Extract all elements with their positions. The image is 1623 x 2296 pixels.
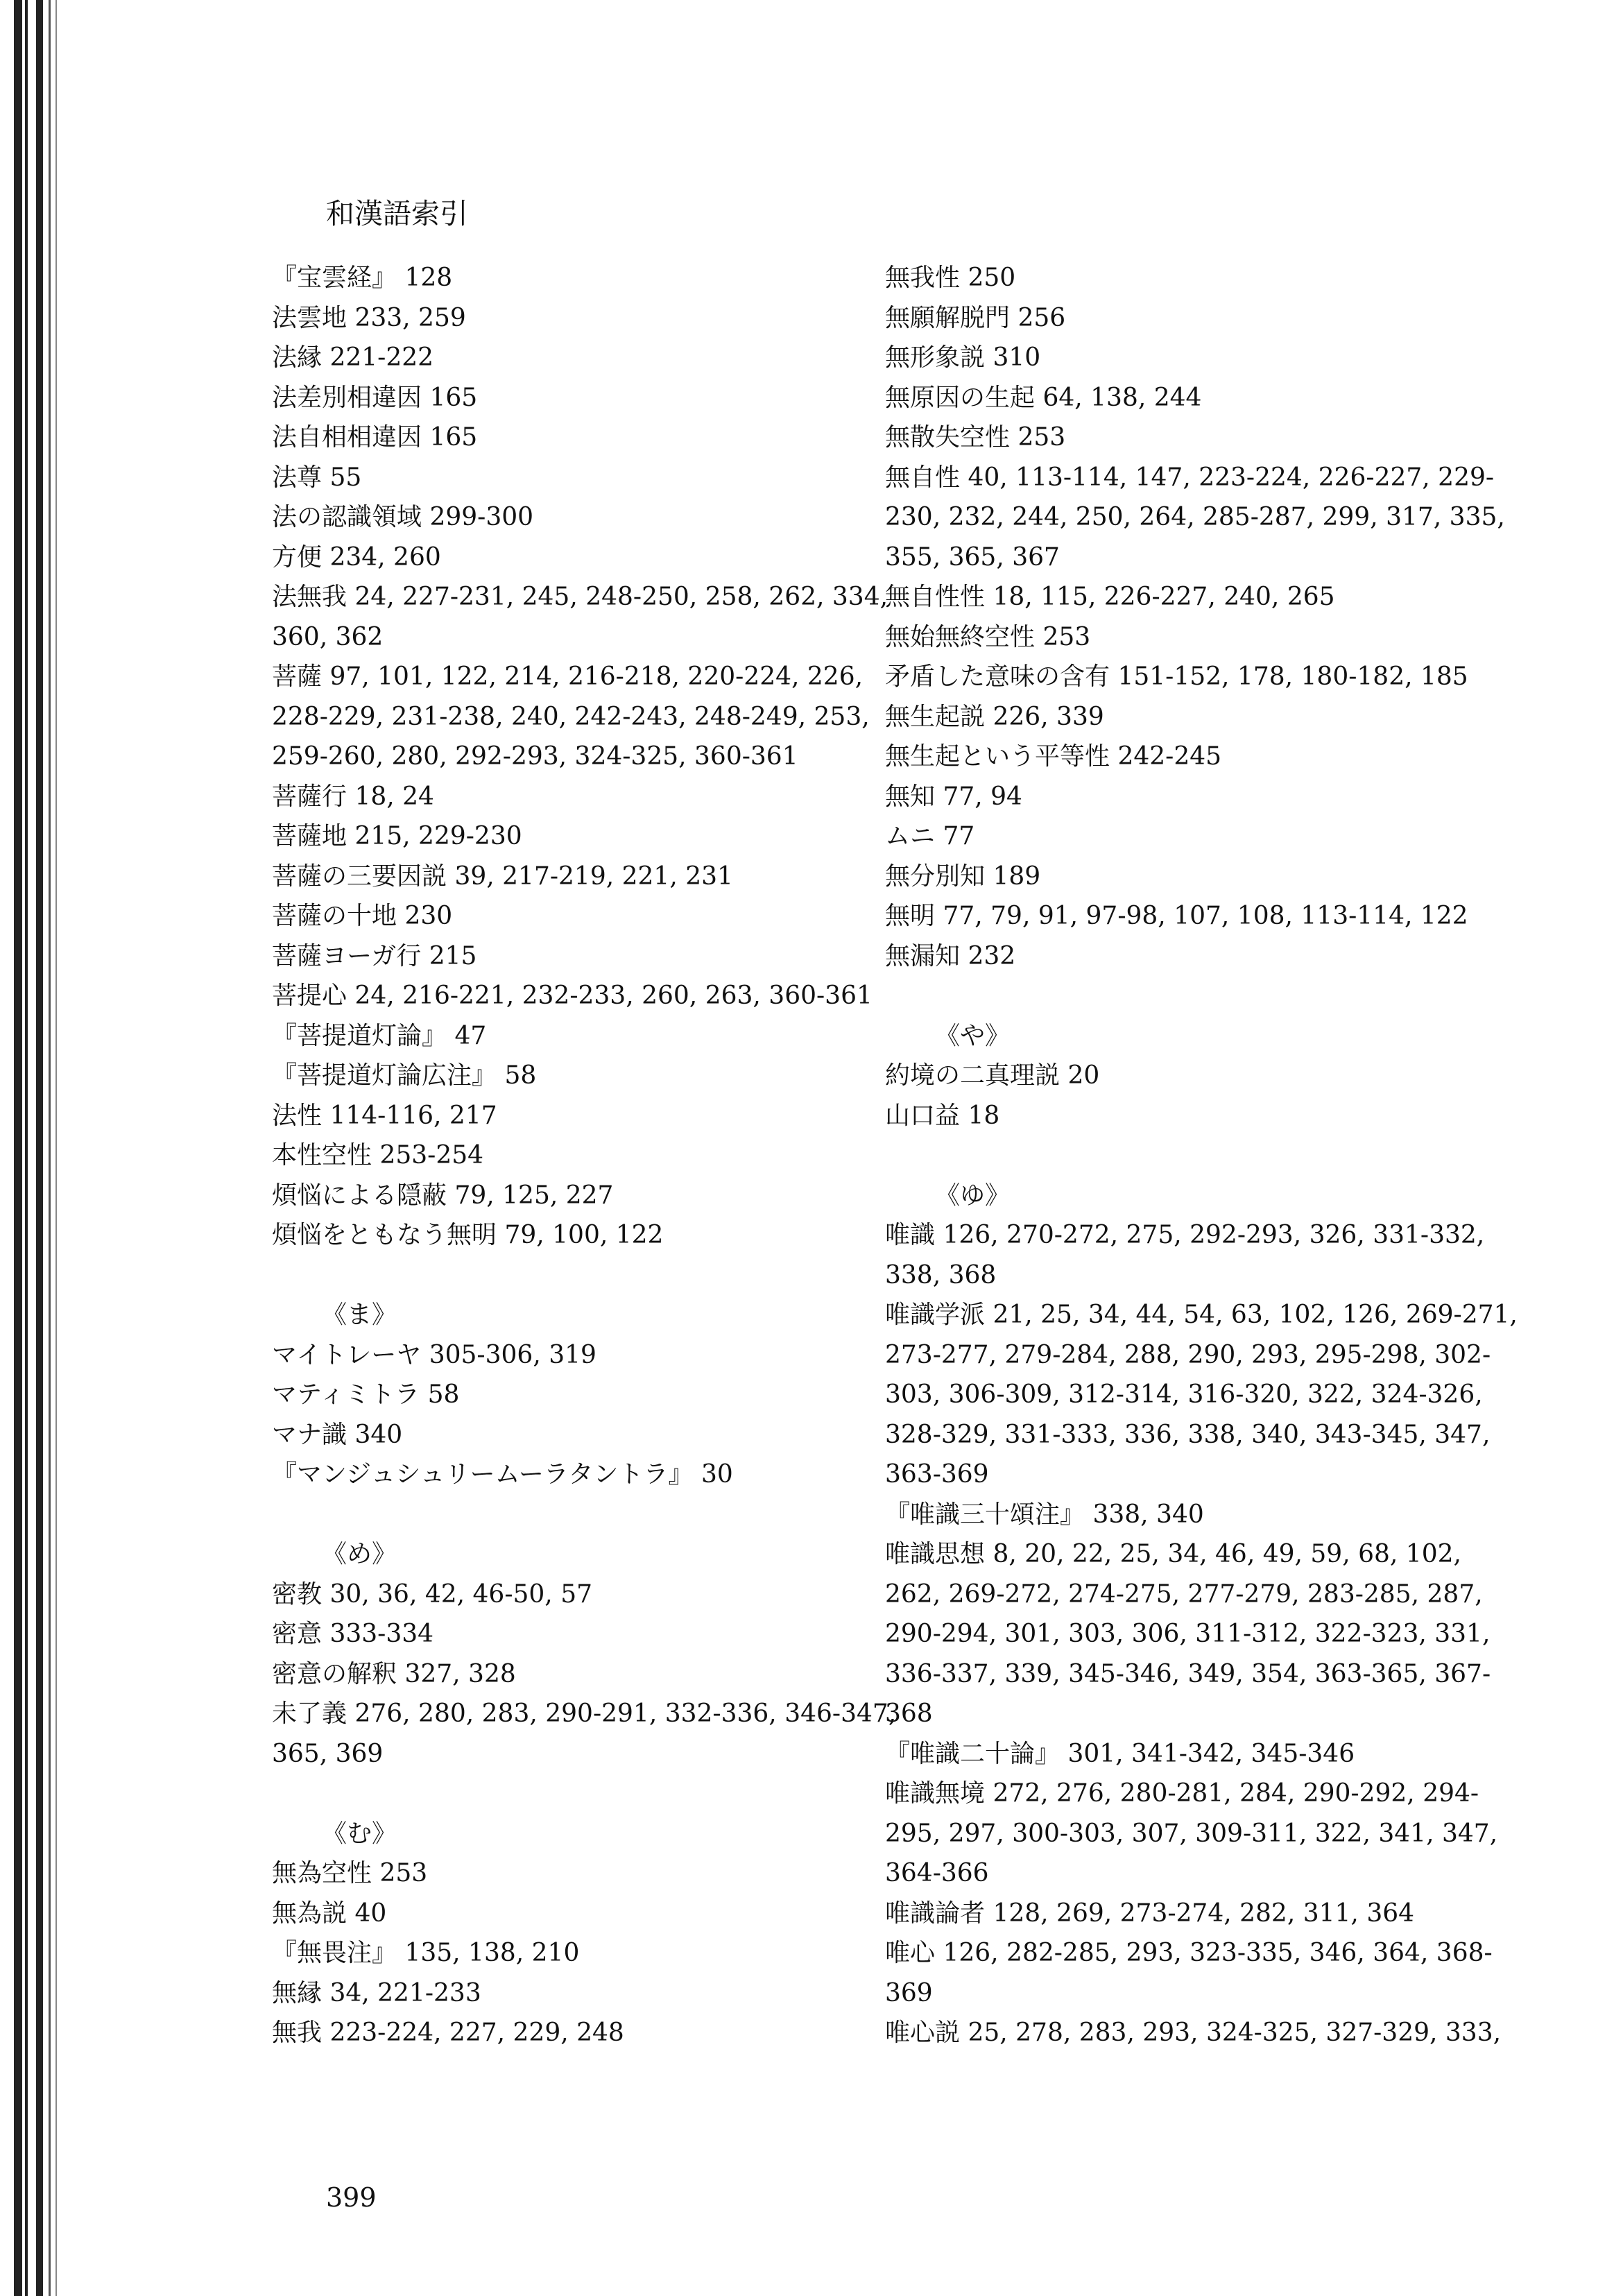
index-entry-line: 『唯識三十頌注』 338, 340 <box>885 1500 1204 1529</box>
index-entry <box>272 1575 938 1615</box>
index-entry <box>272 458 938 498</box>
index-entry <box>272 857 938 897</box>
index-entry <box>272 298 938 339</box>
index-entry <box>272 976 938 1016</box>
index-entry <box>885 338 1551 378</box>
binding-shadow <box>14 0 22 2296</box>
index-entry-line: 無形象説 310 <box>885 343 1041 372</box>
index-entry-line: 菩薩 97, 101, 122, 214, 216-218, 220-224, 226, <box>272 662 864 691</box>
index-entry-line: 259-260, 280, 292-293, 324-325, 360-361 <box>272 742 798 771</box>
index-entry <box>272 1933 938 1973</box>
index-entry <box>885 298 1551 339</box>
index-entry-line: 230, 232, 244, 250, 264, 285-287, 299, 317, 335, <box>885 503 1505 531</box>
index-entry <box>272 1016 938 1056</box>
index-entry-line: 363-369 <box>885 1460 989 1489</box>
page-number: 399 <box>326 2182 377 2213</box>
section-spacer <box>272 1774 938 1814</box>
index-entry-line: 法尊 55 <box>272 463 362 492</box>
index-entry-line: 無自性性 18, 115, 226-227, 240, 265 <box>885 583 1335 611</box>
index-entry <box>272 378 938 418</box>
index-entry-line: 無願解脱門 256 <box>885 303 1066 332</box>
index-entry <box>885 857 1551 897</box>
index-entry-line: 唯心説 25, 278, 283, 293, 324-325, 327-329, 333, <box>885 2019 1502 2047</box>
index-entry <box>885 896 1551 936</box>
index-entry <box>272 1455 938 1495</box>
index-entry-line: マイトレーヤ 305-306, 319 <box>272 1340 596 1369</box>
index-entry <box>885 258 1551 298</box>
index-entry <box>885 737 1551 777</box>
index-entry <box>272 538 938 578</box>
index-entry-line: マティミトラ 58 <box>272 1380 460 1409</box>
index-entry-line: 無始無終空性 253 <box>885 622 1091 651</box>
index-entry <box>272 1694 938 1774</box>
index-entry <box>885 1774 1551 1894</box>
index-entry <box>272 1096 938 1136</box>
index-entry-line: 菩薩の三要因説 39, 217-219, 221, 231 <box>272 862 733 891</box>
index-entry <box>272 258 938 298</box>
index-entry-line: 無為説 40 <box>272 1899 387 1928</box>
index-entry <box>885 936 1551 977</box>
index-entry <box>885 1495 1551 1535</box>
index-entry <box>885 378 1551 418</box>
index-entry-line: 煩悩による隠蔽 79, 125, 227 <box>272 1181 614 1210</box>
index-entry-line: 唯識論者 128, 269, 273-274, 282, 311, 364 <box>885 1899 1415 1928</box>
index-entry-line: 364-366 <box>885 1859 989 1887</box>
index-entry-line: 無為空性 253 <box>272 1859 428 1887</box>
index-entry-line: 唯識 126, 270-272, 275, 292-293, 326, 331-332, <box>885 1221 1485 1249</box>
index-entry-line: 法無我 24, 227-231, 245, 248-250, 258, 262, 334, <box>272 583 888 611</box>
index-column-left <box>272 258 938 2053</box>
index-entry <box>272 1614 938 1654</box>
index-entry-line: 360, 362 <box>272 622 384 651</box>
index-entry <box>272 1654 938 1695</box>
index-entry <box>272 1136 938 1176</box>
index-entry <box>272 1056 938 1096</box>
section-heading: 《ゆ》 <box>935 1181 1011 1210</box>
page-title: 和漢語索引 <box>326 197 468 230</box>
index-entry-line: 無明 77, 79, 91, 97-98, 107, 108, 113-114, 122 <box>885 902 1468 930</box>
index-entry-line: 唯心 126, 282-285, 293, 323-335, 346, 364, 368- <box>885 1939 1493 1967</box>
index-entry-line: ムニ 77 <box>885 822 975 850</box>
index-entry-line: 密意の解釈 327, 328 <box>272 1659 516 1688</box>
index-entry-line: 唯識思想 8, 20, 22, 25, 34, 46, 49, 59, 68, 102, <box>885 1540 1461 1568</box>
index-entry <box>885 1215 1551 1295</box>
index-entry-line: 368 <box>885 1699 933 1728</box>
index-entry <box>885 1056 1551 1096</box>
index-entry <box>885 657 1551 697</box>
index-entry-line: 無縁 34, 221-233 <box>272 1978 481 2007</box>
index-entry <box>272 777 938 817</box>
index-entry-line: 無自性 40, 113-114, 147, 223-224, 226-227, 229- <box>885 463 1495 492</box>
index-entry <box>272 657 938 777</box>
index-entry-line: 法性 114-116, 217 <box>272 1101 497 1130</box>
index-entry-line: 228-229, 231-238, 240, 242-243, 248-249, 253, <box>272 702 870 731</box>
index-entry-line: 365, 369 <box>272 1739 384 1768</box>
index-entry <box>885 577 1551 617</box>
binding-shadow <box>49 0 51 2296</box>
index-entry-line: 328-329, 331-333, 336, 338, 340, 343-345, 347, <box>885 1420 1491 1449</box>
index-entry-line: 本性空性 253-254 <box>272 1141 484 1170</box>
index-entry-line: 無散失空性 253 <box>885 423 1066 452</box>
index-entry-line: 唯識無境 272, 276, 280-281, 284, 290-292, 294- <box>885 1779 1479 1808</box>
index-entry-line: 菩薩ヨーガ行 215 <box>272 941 477 970</box>
index-entry <box>272 936 938 977</box>
index-entry <box>885 1096 1551 1136</box>
index-entry <box>272 2013 938 2053</box>
index-entry-line: 法雲地 233, 259 <box>272 303 466 332</box>
index-entry-line: 無我性 250 <box>885 264 1016 292</box>
index-entry-line: 『唯識二十論』 301, 341-342, 345-346 <box>885 1739 1355 1768</box>
index-entry-line: 菩薩行 18, 24 <box>272 782 434 811</box>
index-entry <box>272 896 938 936</box>
index-entry-line: 『宝雲経』 128 <box>272 264 453 292</box>
index-entry <box>885 617 1551 658</box>
index-entry-line: 355, 365, 367 <box>885 542 1060 572</box>
section-spacer <box>272 1256 938 1296</box>
index-entry-line: マナ識 340 <box>272 1420 403 1449</box>
index-entry-line: 262, 269-272, 274-275, 277-279, 283-285, 287, <box>885 1579 1483 1609</box>
index-entry-line: 法の認識領域 299-300 <box>272 503 534 531</box>
index-entry-line: 法縁 221-222 <box>272 343 434 372</box>
index-entry <box>272 1973 938 2014</box>
index-entry-line: 約境の二真理説 20 <box>885 1061 1100 1090</box>
index-entry-line: 『菩提道灯論広注』 58 <box>272 1061 537 1090</box>
section-heading: 《む》 <box>322 1819 397 1848</box>
index-entry-line: 菩薩の十地 230 <box>272 902 453 930</box>
index-entry-line: 菩提心 24, 216-221, 232-233, 260, 263, 360-361 <box>272 982 873 1010</box>
index-entry <box>272 1853 938 1894</box>
index-entry <box>272 1415 938 1455</box>
index-entry <box>272 338 938 378</box>
index-entry-line: 『無畏注』 135, 138, 210 <box>272 1939 580 1967</box>
index-entry-line: 273-277, 279-284, 288, 290, 293, 295-298, 302- <box>885 1340 1491 1369</box>
index-entry-line: 290-294, 301, 303, 306, 311-312, 322-323, 331, <box>885 1620 1491 1648</box>
index-entry <box>885 777 1551 817</box>
binding-shadow <box>36 0 43 2296</box>
index-entry-line: 336-337, 339, 345-346, 349, 354, 363-365, 367- <box>885 1659 1491 1688</box>
index-entry <box>885 1295 1551 1495</box>
index-entry-line: 『マンジュシュリームーラタントラ』 30 <box>272 1460 733 1489</box>
index-entry <box>885 1894 1551 1934</box>
section-spacer <box>272 1495 938 1535</box>
index-entry-line: 未了義 276, 280, 283, 290-291, 332-336, 346-347, <box>272 1699 897 1728</box>
index-entry-line: 密教 30, 36, 42, 46-50, 57 <box>272 1579 593 1609</box>
index-entry <box>885 418 1551 458</box>
index-entry-line: 無我 223-224, 227, 229, 248 <box>272 2019 624 2047</box>
index-entry-line: 煩悩をともなう無明 79, 100, 122 <box>272 1221 664 1249</box>
index-entry-line: 密意 333-334 <box>272 1620 434 1648</box>
index-entry <box>272 577 938 657</box>
index-entry-line: 法自相相違因 165 <box>272 423 478 452</box>
index-entry-line: 菩薩地 215, 229-230 <box>272 822 522 850</box>
index-entry-line: 無原因の生起 64, 138, 244 <box>885 383 1202 412</box>
section-heading: 《ま》 <box>322 1301 397 1329</box>
index-entry <box>885 697 1551 737</box>
index-entry <box>272 1894 938 1934</box>
index-entry <box>272 1375 938 1415</box>
index-entry <box>272 816 938 857</box>
binding-shadow <box>55 0 57 2296</box>
index-entry <box>885 816 1551 857</box>
index-entry-line: 無分別知 189 <box>885 862 1041 891</box>
binding-shadow <box>25 0 28 2296</box>
index-entry-line: 山口益 18 <box>885 1101 1000 1130</box>
index-entry <box>885 1534 1551 1734</box>
index-column-right <box>885 258 1551 2053</box>
index-entry <box>272 497 938 538</box>
index-entry <box>885 1933 1551 2013</box>
index-entry <box>272 1215 938 1256</box>
index-entry <box>885 458 1551 578</box>
index-entry <box>885 1734 1551 1774</box>
index-entry-line: 無漏知 232 <box>885 941 1016 970</box>
section-spacer <box>885 976 1551 1016</box>
index-entry-line: 無生起説 226, 339 <box>885 702 1104 731</box>
index-entry-line: 338, 368 <box>885 1260 997 1290</box>
index-entry <box>885 2013 1551 2053</box>
index-entry <box>272 1335 938 1376</box>
index-entry-line: 矛盾した意味の含有 151-152, 178, 180-182, 185 <box>885 662 1468 691</box>
index-entry <box>272 1176 938 1216</box>
index-entry-line: 『菩提道灯論』 47 <box>272 1021 487 1050</box>
index-entry-line: 303, 306-309, 312-314, 316-320, 322, 324-326, <box>885 1380 1483 1409</box>
index-entry-line: 無生起という平等性 242-245 <box>885 742 1222 771</box>
index-entry-line: 法差別相違因 165 <box>272 383 478 412</box>
index-entry-line: 369 <box>885 1978 933 2007</box>
section-heading: 《や》 <box>935 1021 1011 1050</box>
index-entry-line: 無知 77, 94 <box>885 782 1022 811</box>
index-entry-line: 方便 234, 260 <box>272 542 441 572</box>
index-entry-line: 唯識学派 21, 25, 34, 44, 54, 63, 102, 126, 269-271, <box>885 1301 1518 1329</box>
index-entry <box>272 418 938 458</box>
section-heading: 《め》 <box>322 1540 397 1568</box>
section-spacer <box>885 1136 1551 1176</box>
index-entry-line: 295, 297, 300-303, 307, 309-311, 322, 341, 347, <box>885 1819 1498 1848</box>
